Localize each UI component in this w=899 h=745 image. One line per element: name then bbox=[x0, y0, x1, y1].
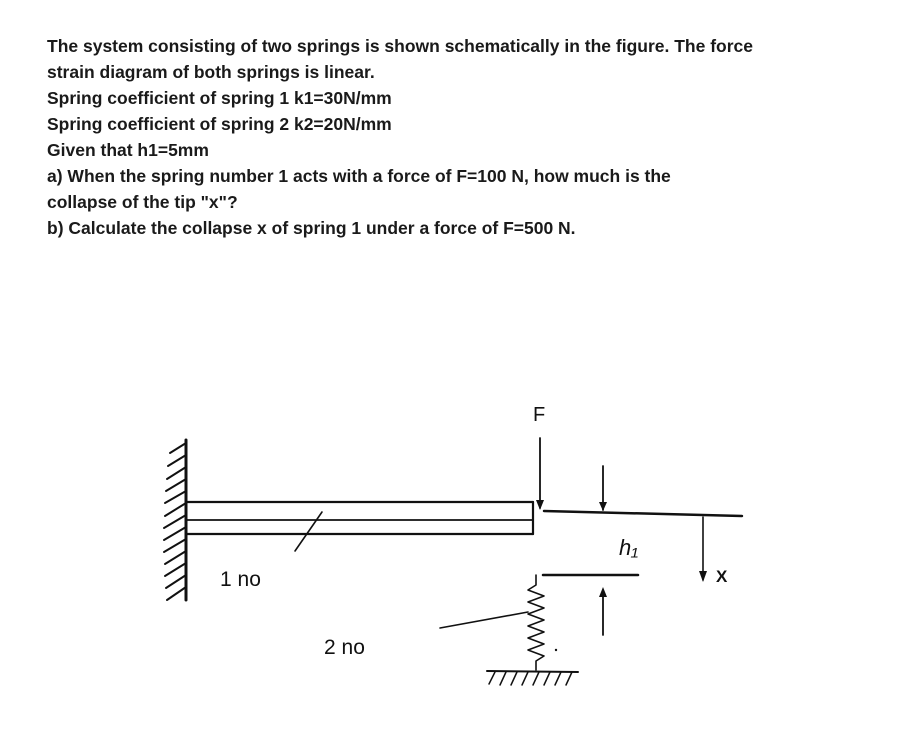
tip-displacement-arrow bbox=[699, 517, 707, 582]
gap-label: h₁ bbox=[619, 535, 639, 560]
spring-2-coil bbox=[440, 575, 544, 670]
fixed-wall bbox=[164, 440, 186, 600]
problem-line-7: collapse of the tip "x"? bbox=[47, 192, 238, 212]
spring-2-label: 2 no bbox=[324, 636, 365, 659]
spring-2-plate bbox=[543, 575, 638, 635]
problem-line-4: Spring coefficient of spring 2 k2=20N/mm bbox=[47, 114, 392, 134]
problem-line-1: The system consisting of two springs is shown schematically in the figure. The force bbox=[47, 36, 753, 56]
tip-label: X bbox=[716, 567, 728, 586]
problem-line-8: b) Calculate the collapse x of spring 1 under a force of F=500 N. bbox=[47, 218, 576, 238]
problem-line-2: strain diagram of both springs is linear. bbox=[47, 62, 375, 82]
force-label: F bbox=[533, 404, 546, 426]
problem-line-5: Given that h1=5mm bbox=[47, 140, 209, 160]
spring-1-label: 1 no bbox=[220, 568, 261, 591]
problem-line-3: Spring coefficient of spring 1 k1=30N/mm bbox=[47, 88, 392, 108]
spring-1-beam bbox=[186, 502, 533, 551]
force-arrow bbox=[536, 438, 544, 510]
problem-line-6: a) When the spring number 1 acts with a force of F=100 N, how much is the bbox=[47, 166, 671, 186]
ground-support bbox=[487, 671, 578, 685]
tip-reference bbox=[544, 466, 742, 516]
